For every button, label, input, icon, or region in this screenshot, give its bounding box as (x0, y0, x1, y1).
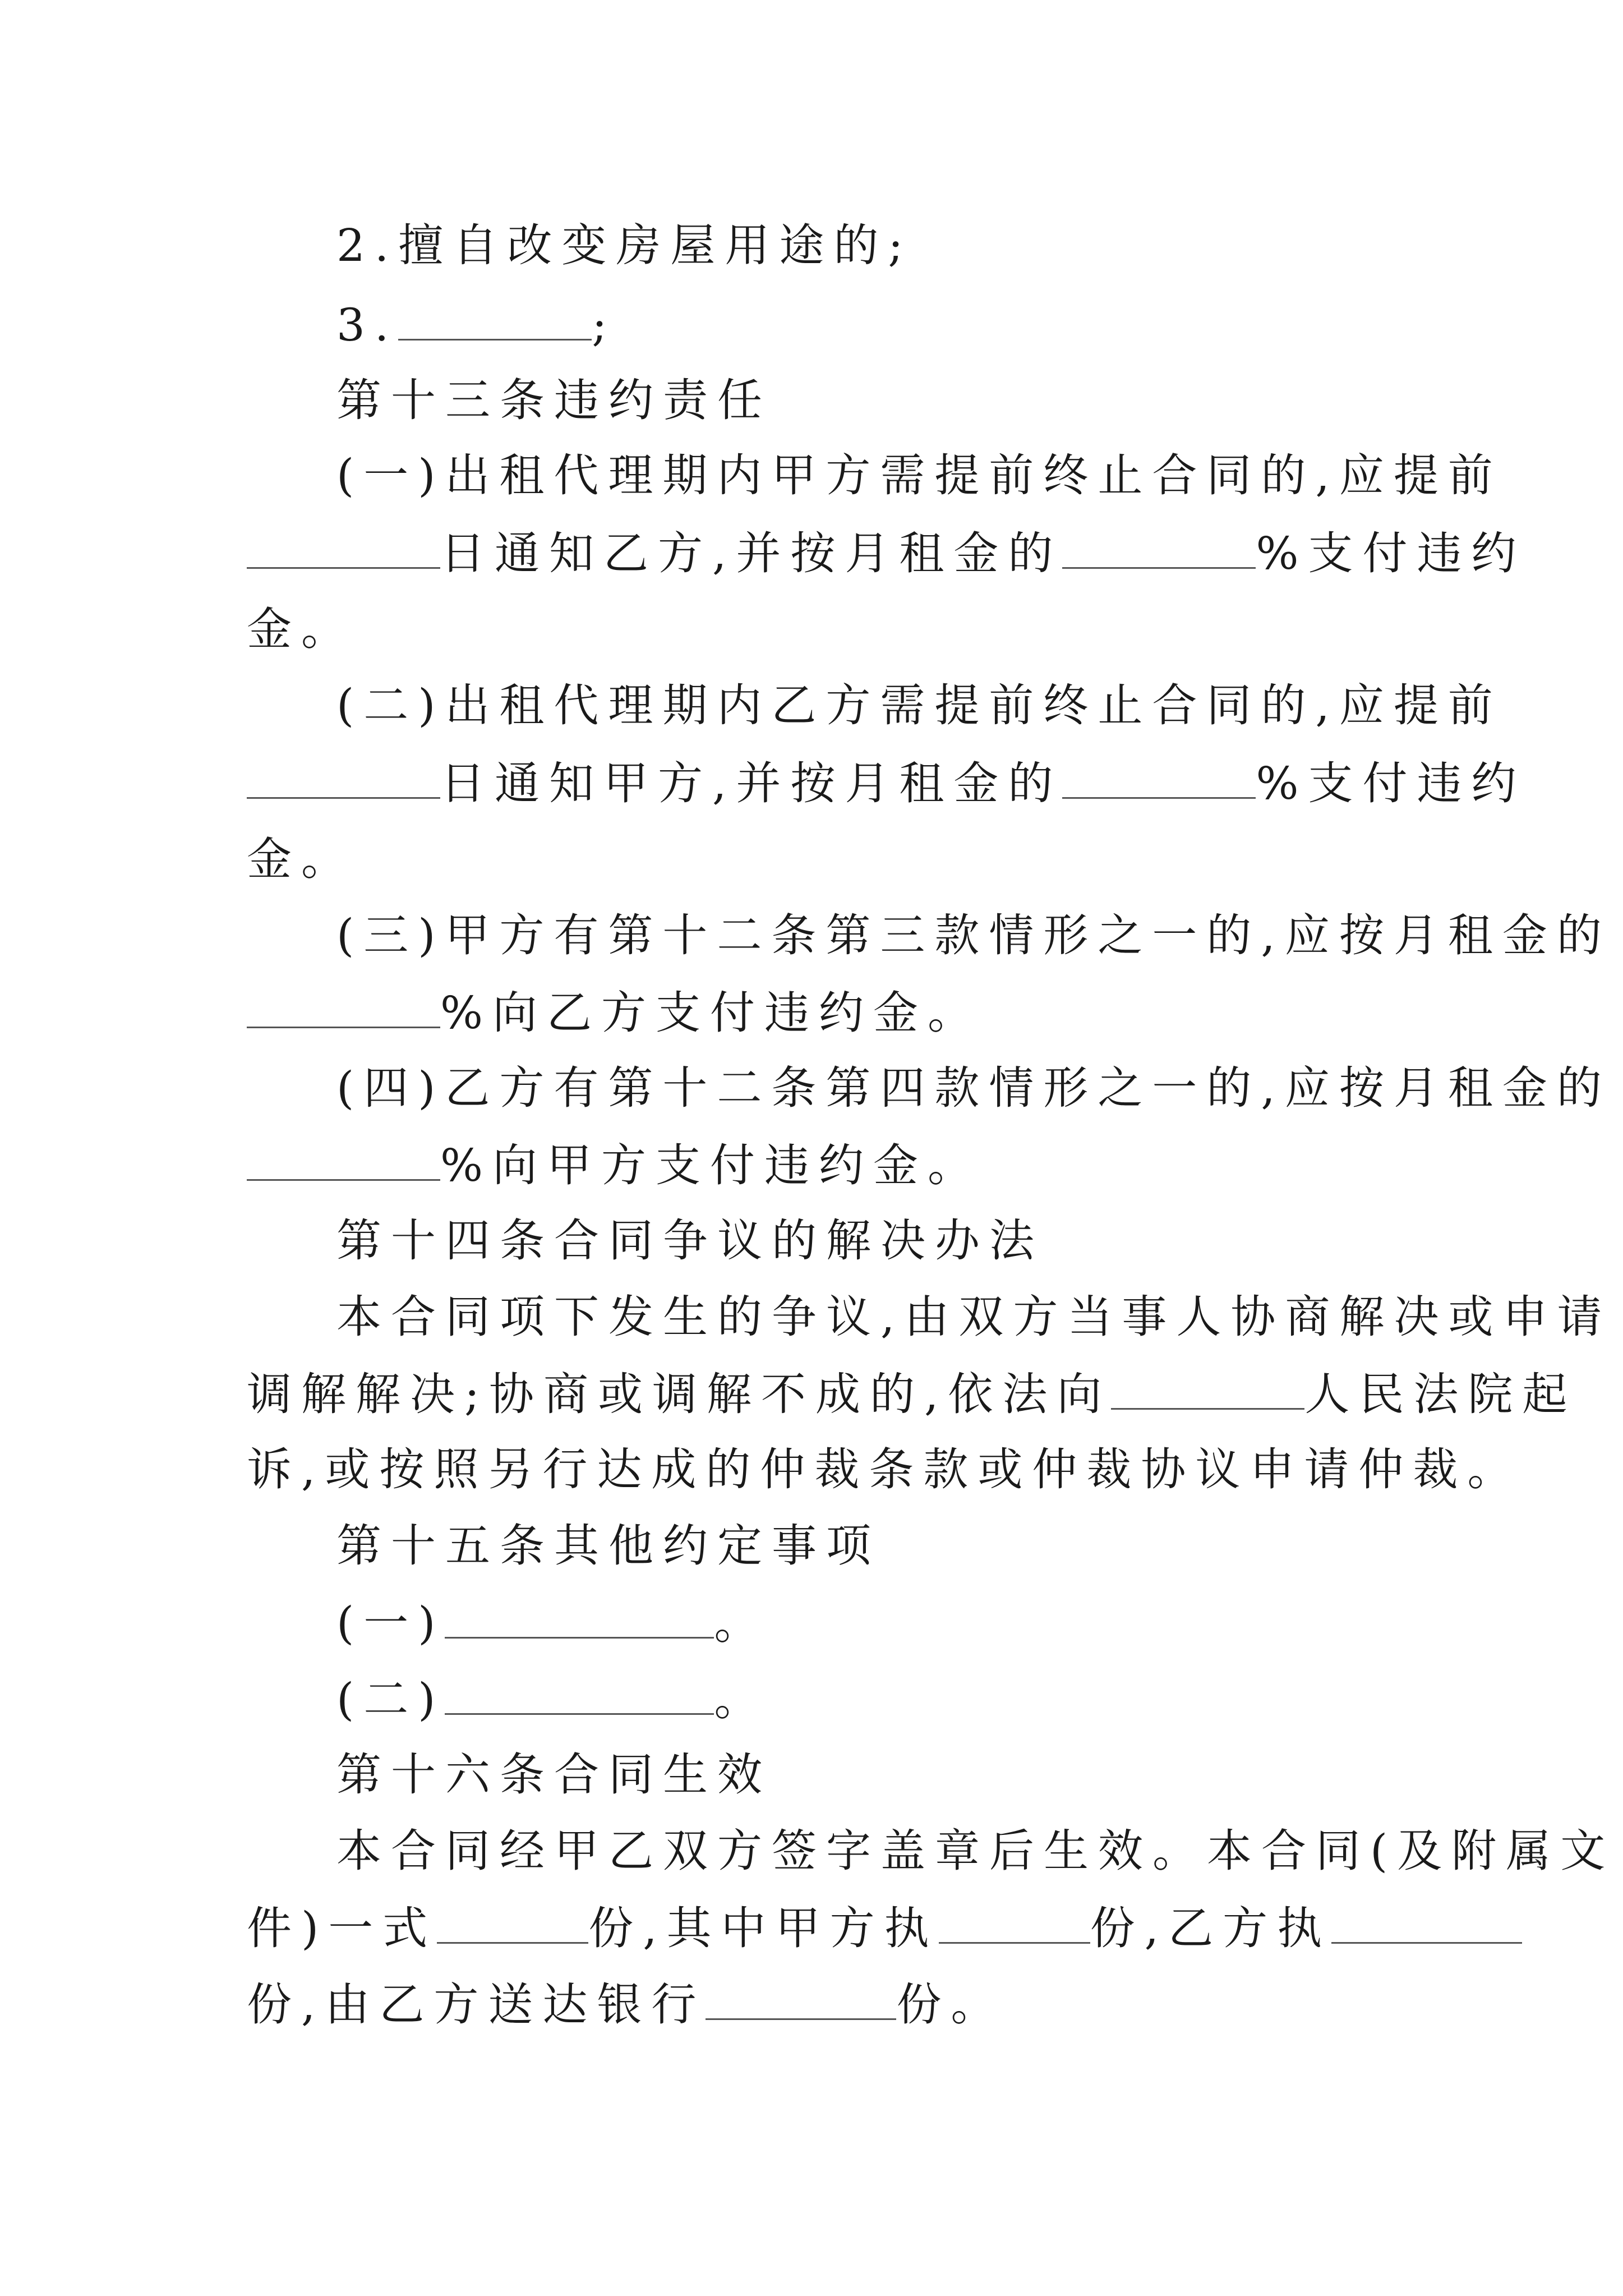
text: 诉,或按照另行达成的仲裁条款或仲裁协议申请仲裁。 (247, 1443, 1522, 1496)
text: 本合同经甲乙双方签字盖章后生效。本合同(及附属文 (336, 1825, 1615, 1877)
paragraph-line (247, 754, 1525, 811)
text: ; (592, 299, 617, 351)
article-heading-16 (336, 1747, 772, 1803)
list-item (336, 1594, 768, 1650)
text: 。 (714, 1597, 769, 1649)
text: (一) (336, 1597, 445, 1649)
paragraph-line (336, 1289, 1611, 1345)
text: 金。 (247, 603, 356, 655)
text: 份。 (896, 1978, 1006, 2031)
paragraph-line (247, 524, 1525, 581)
text: 。 (714, 1673, 769, 1726)
blank-field[interactable] (437, 1899, 588, 1944)
article-heading-14 (336, 1213, 1044, 1269)
blank-field[interactable] (247, 984, 440, 1028)
paragraph-line (336, 1060, 1611, 1116)
text: 第十六条合同生效 (336, 1749, 772, 1801)
text: 日通知乙方,并按月租金的 (440, 527, 1063, 579)
clause-item-3 (336, 296, 616, 352)
paragraph-line (336, 678, 1502, 734)
paragraph-line (247, 1365, 1576, 1421)
blank-field[interactable] (247, 754, 440, 799)
paragraph-line (247, 1976, 1005, 2032)
text: 本合同项下发生的争议,由双方当事人协商解决或申请 (336, 1291, 1612, 1343)
blank-field[interactable] (445, 1594, 714, 1639)
text: 份,由乙方送达银行 (247, 1978, 706, 2031)
clause-item-2 (336, 218, 912, 274)
paragraph-line (247, 1899, 1522, 1955)
text: 份,乙方执 (1090, 1902, 1332, 1954)
text: %支付违约 (1256, 757, 1526, 809)
text: 2.擅自改变房屋用途的; (336, 219, 913, 272)
paragraph-line (336, 908, 1611, 964)
text: %向甲方支付违约金。 (440, 1139, 983, 1191)
text: 第十四条合同争议的解决办法 (336, 1214, 1044, 1267)
blank-field[interactable] (1062, 754, 1256, 799)
blank-field[interactable] (398, 296, 592, 341)
article-heading-13 (336, 372, 772, 429)
text: 3. (336, 299, 399, 351)
text: 日通知甲方,并按月租金的 (440, 757, 1063, 809)
text: 调解解决;协商或调解不成的,依法向 (247, 1368, 1112, 1420)
paragraph-line (336, 1823, 1615, 1879)
blank-field[interactable] (939, 1899, 1090, 1944)
text: 人民法院起 (1304, 1368, 1577, 1420)
blank-field[interactable] (247, 1137, 440, 1181)
blank-field[interactable] (1111, 1365, 1304, 1410)
paragraph-line (247, 1137, 982, 1193)
paragraph-line (247, 984, 982, 1040)
text: (一)出租代理期内甲方需提前终止合同的,应提前 (336, 449, 1502, 501)
text: 件)一式 (247, 1902, 437, 1954)
blank-field[interactable] (1062, 524, 1256, 569)
paragraph-line (247, 831, 356, 887)
text: 份,其中甲方执 (588, 1902, 939, 1954)
text: (二)出租代理期内乙方需提前终止合同的,应提前 (336, 679, 1502, 731)
text: 第十三条违约责任 (336, 374, 772, 426)
text: %向乙方支付违约金。 (440, 987, 983, 1039)
paragraph-line (247, 601, 356, 657)
text: (二) (336, 1673, 445, 1726)
text: (四)乙方有第十二条第四款情形之一的,应按月租金的 (336, 1062, 1611, 1114)
article-heading-15 (336, 1518, 880, 1574)
text: 第十五条其他约定事项 (336, 1520, 880, 1572)
text: (三)甲方有第十二条第三款情形之一的,应按月租金的 (336, 909, 1611, 961)
blank-field[interactable] (706, 1976, 896, 2020)
blank-field[interactable] (247, 524, 440, 569)
blank-field[interactable] (1331, 1899, 1522, 1944)
text: %支付违约 (1256, 527, 1526, 579)
text: 金。 (247, 833, 356, 885)
blank-field[interactable] (445, 1671, 714, 1715)
list-item (336, 1671, 768, 1727)
paragraph-line (247, 1442, 1521, 1498)
paragraph-line (336, 448, 1502, 504)
